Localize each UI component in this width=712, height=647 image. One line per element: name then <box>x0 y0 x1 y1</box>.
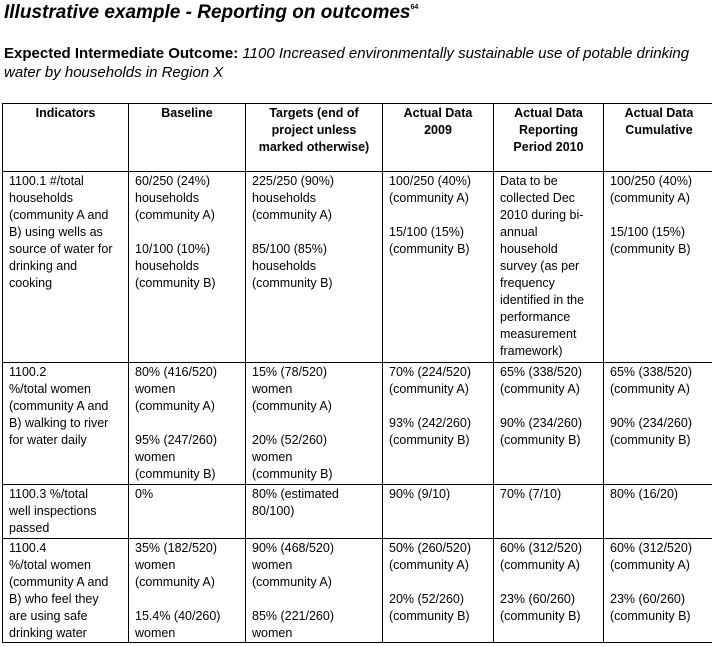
title-text: Illustrative example - Reporting on outcomes <box>4 2 411 23</box>
table-cell: 0% <box>129 485 246 539</box>
table-cell: 60/250 (24%) households (community A) 10/100 (10%) households (community B) <box>129 172 246 363</box>
table-cell: 90% (468/520) women (community A) 85% (221/260) women <box>246 539 383 643</box>
table-row <box>3 172 712 363</box>
table-row <box>3 539 712 643</box>
table-cell: 15% (78/520) women (community A) 20% (52/260) women (community B) <box>246 363 383 485</box>
column-header: Actual Data Cumulative <box>604 104 712 172</box>
column-header: Indicators <box>3 104 129 172</box>
table-cell: 65% (338/520) (community A) 90% (234/260) (community B) <box>604 363 712 485</box>
table-cell: 1100.4 %/total women (community A and B) who feel they are using safe drinking water <box>3 539 129 643</box>
column-header: Actual Data 2009 <box>383 104 494 172</box>
table-header-row <box>3 104 712 172</box>
column-header: Targets (end of project unless marked otherwise) <box>246 104 383 172</box>
column-header: Actual Data Reporting Period 2010 <box>494 104 604 172</box>
footnote-ref: 64 <box>410 4 419 11</box>
table-cell: 100/250 (40%) (community A) 15/100 (15%) (community B) <box>383 172 494 363</box>
table-cell: 65% (338/520) (community A) 90% (234/260) (community B) <box>494 363 604 485</box>
table-cell: 80% (estimated 80/100) <box>246 485 383 539</box>
table-cell: 90% (9/10) <box>383 485 494 539</box>
page-title <box>4 2 418 24</box>
table-cell: 1100.3 %/total well inspections passed <box>3 485 129 539</box>
outcome-text: 1100 Increased environmentally sustainable use of potable drinking water by households in Region X <box>4 45 690 81</box>
table-cell: Data to be collected Dec 2010 during bi- annual household survey (as per frequency identified in the performance measurement framework) <box>494 172 604 363</box>
table-cell: 100/250 (40%) (community A) 15/100 (15%) (community B) <box>604 172 712 363</box>
table-row <box>3 485 712 539</box>
table-cell: 80% (16/20) <box>604 485 712 539</box>
table-cell: 80% (416/520) women (community A) 95% (247/260) women (community B) <box>129 363 246 485</box>
table-cell: 50% (260/520) (community A) 20% (52/260) (community B) <box>383 539 494 643</box>
table-cell: 60% (312/520) (community A) 23% (60/260) (community B) <box>494 539 604 643</box>
table-cell: 225/250 (90%) households (community A) 85/100 (85%) households (community B) <box>246 172 383 363</box>
expected-outcome <box>4 44 712 82</box>
outcome-label: Expected Intermediate Outcome: <box>4 45 239 62</box>
table-cell: 70% (7/10) <box>494 485 604 539</box>
table-cell: 60% (312/520) (community A) 23% (60/260) (community B) <box>604 539 712 643</box>
table-cell: 70% (224/520) (community A) 93% (242/260) (community B) <box>383 363 494 485</box>
table-cell: 1100.1 #/total households (community A and B) using wells as source of water for drinking and cooking <box>3 172 129 363</box>
table-row <box>3 363 712 485</box>
outcomes-table <box>2 103 712 643</box>
table-cell: 35% (182/520) women (community A) 15.4% (40/260) women <box>129 539 246 643</box>
column-header: Baseline <box>129 104 246 172</box>
table-cell: 1100.2 %/total women (community A and B) walking to river for water daily <box>3 363 129 485</box>
